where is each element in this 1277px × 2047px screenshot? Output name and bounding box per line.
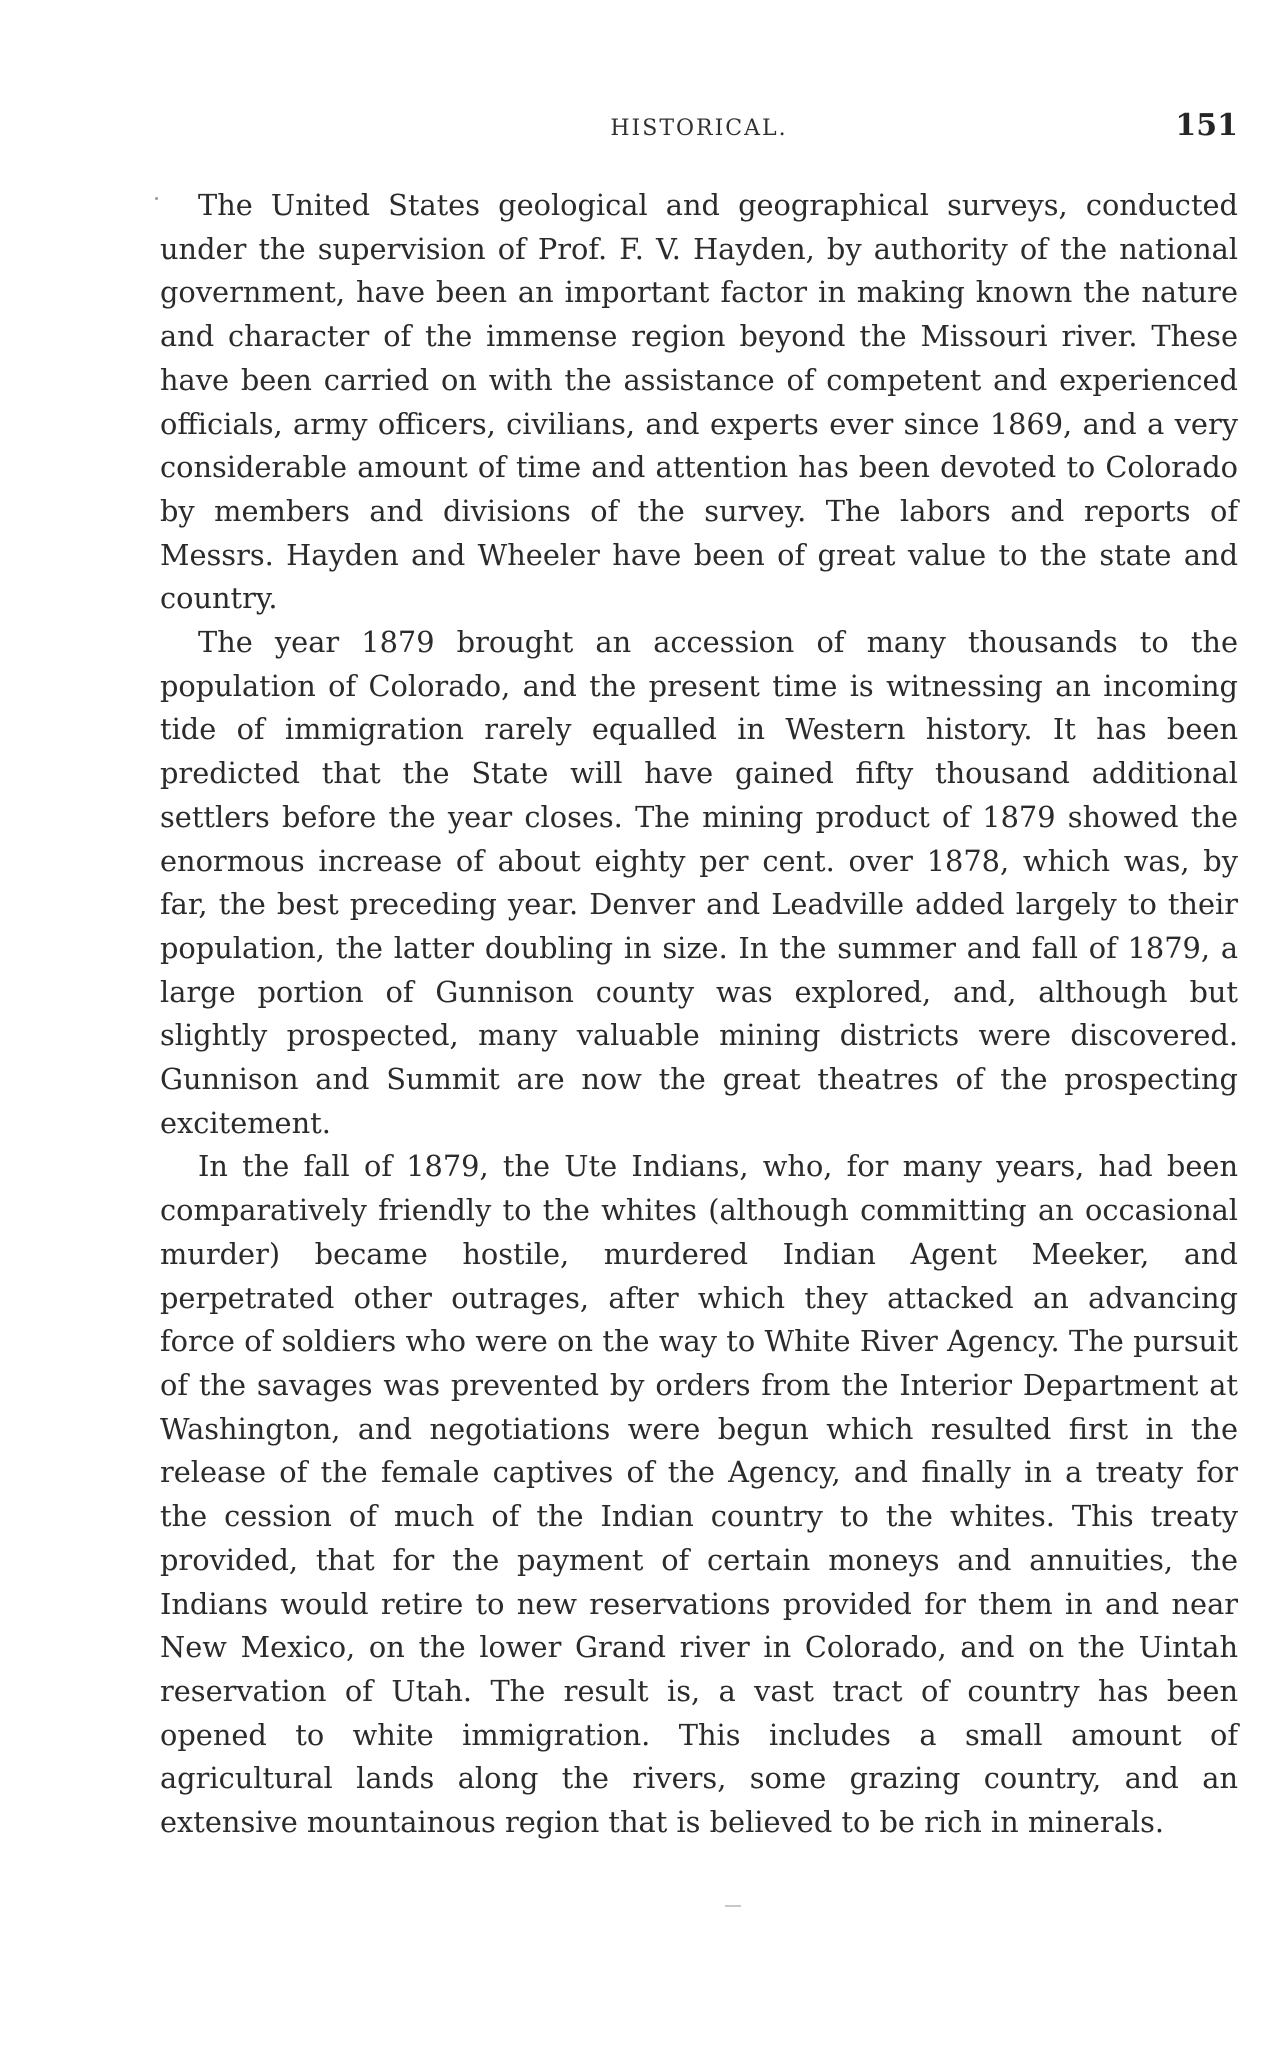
paragraph-ute-indians: In the fall of 1879, the Ute Indians, who, for many years, had been comparatively friendly to the whites (although committing an occasional murder) became hostile, murdered Indian Agent Meeker, and perpetrated other outrages, after which they attacked an advancing force of soldiers who were on the way to White River Agency. The pursuit of the savages was prevented by orders from the Interior Department at Washington, and negotiations were begun which resulted first in the release of the female captives of the Agency, and finally in a treaty for the cession of much of the Indian country to the whites. This treaty provided, that for the payment of certain moneys and annuities, the Indians would retire to new reservations provided for them in and near New Mexico, on the lower Grand river in Colorado, and on the Uintah reservation of Utah. The result is, a vast tract of country has been opened to white immigration. This includes a small amount of agricultural lands along the rivers, some grazing country, and an extensive mountainous region that is believed to be rich in minerals. bbox=[160, 1149, 1238, 1840]
running-title: HISTORICAL. bbox=[610, 116, 788, 141]
page-number: 151 bbox=[1175, 108, 1238, 143]
paragraph-geological-surveys: The United States geological and geographical surveys, conducted under the supervision of Prof. F. V. Hayden, by authority of the national government, have been an important factor in making known the nature and character of the immense region beyond the Missouri river. These have been carried on with the assistance of competent and experienced officials, army officers, civilians, and experts ever since 1869, and a very considerable amount of time and attention has been devoted to Colorado by members and divisions of the survey. The labors and reports of Messrs. Hayden and Wheeler have been of great value to the state and country. bbox=[160, 188, 1238, 616]
ink-speck bbox=[155, 197, 158, 200]
print-mark bbox=[725, 1905, 741, 1907]
book-page bbox=[160, 108, 1238, 1845]
paragraph-immigration-1879: The year 1879 brought an accession of many thousands to the population of Colorado, and the present time is witnessing an incoming tide of immigration rarely equalled in Western history. It has been predicted that the State will have gained fifty thousand additional settlers before the year closes. The mining product of 1879 showed the enormous increase of about eighty per cent. over 1878, which was, by far, the best preceding year. Denver and Leadville added largely to their population, the latter doubling in size. In the summer and fall of 1879, a large portion of Gunnison county was explored, and, although but slightly prospected, many valuable mining districts were discovered. Gunnison and Summit are now the great theatres of the prospecting excitement. bbox=[160, 625, 1238, 1140]
running-head bbox=[160, 108, 1238, 156]
body-text bbox=[160, 184, 1238, 1845]
